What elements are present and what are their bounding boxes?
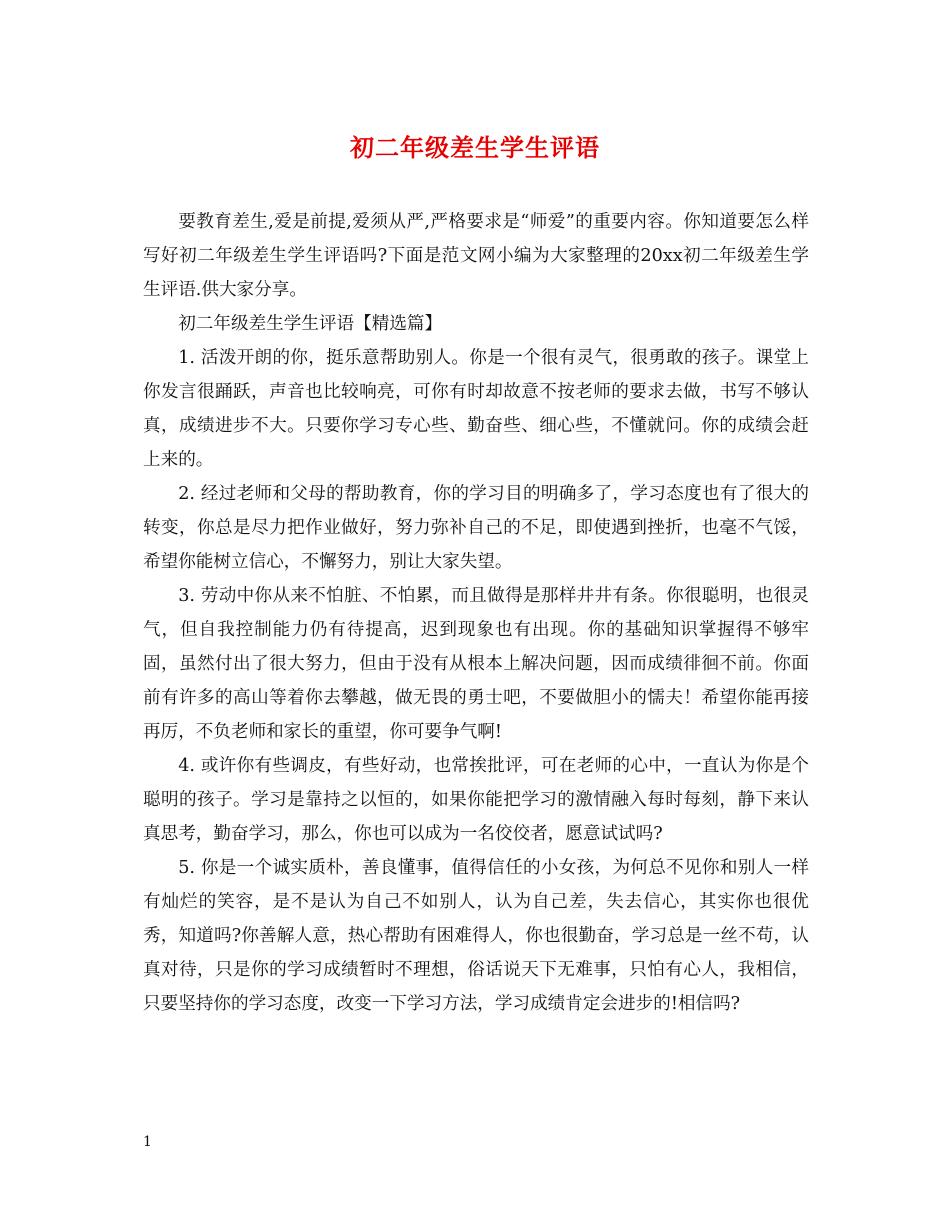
comment-paragraph-2: 2. 经过老师和父母的帮助教育，你的学习目的明确多了，学习态度也有了很大的转变，你总是尽力把作业做好，努力弥补自己的不足，即使遇到挫折，也毫不气馁，希望你能树立信心，不懈努力，别让大家失望。 [143,484,809,572]
comment-paragraph-5: 5. 你是一个诚实质朴，善良懂事，值得信任的小女孩，为何总不见你和别人一样有灿烂的笑容，是不是认为自己不如别人，认为自己差，失去信心，其实你也很优秀，知道吗?你善解人意，热心帮助有困难得人，你也很勤奋，学习总是一丝不苟，认真对待，只是你的学习成绩暂时不理想，俗话说天下无难事，只怕有心人，我相信，只要坚持你的学习态度，改变一下学习方法，学习成绩肯定会进步的!相信吗? [143,858,809,1014]
comment-paragraph-4: 4. 或许你有些调皮，有些好动，也常挨批评，可在老师的心中，一直认为你是个聪明的孩子。学习是靠持之以恒的，如果你能把学习的激情融入每时每刻，静下来认真思考，勤奋学习，那么，你也可以成为一名佼佼者，愿意试试吗? [143,756,809,844]
comment-paragraph-1: 1. 活泼开朗的你，挺乐意帮助别人。你是一个很有灵气，很勇敢的孩子。课堂上你发言很踊跃，声音也比较响亮，可你有时却故意不按老师的要求去做，书写不够认真，成绩进步不大。只要你学习专心些、勤奋些、细心些，不懂就问。你的成绩会赶上来的。 [143,348,809,470]
document-title: 初二年级差生学生评语 [350,133,600,162]
intro-paragraph: 要教育差生,爱是前提,爱须从严,严格要求是“师爱”的重要内容。你知道要怎么样写好初二年级差生学生评语吗?下面是范文网小编为大家整理的20xx初二年级差生学生评语.供大家分享。 [143,212,809,300]
comment-paragraph-3: 3. 劳动中你从来不怕脏、不怕累，而且做得是那样井井有条。你很聪明，也很灵气，但自我控制能力仍有待提高，迟到现象也有出现。你的基础知识掌握得不够牢固，虽然付出了很大努力，但由于没有从根本上解决问题，因而成绩徘徊不前。你面前有许多的高山等着你去攀越，做无畏的勇士吧，不要做胆小的懦夫！希望你能再接再厉，不负老师和家长的重望，你可要争气啊! [143,586,809,742]
section-heading: 初二年级差生学生评语【精选篇】 [178,314,443,334]
document-body [143,205,809,1021]
page-number: 1 [143,1134,152,1150]
